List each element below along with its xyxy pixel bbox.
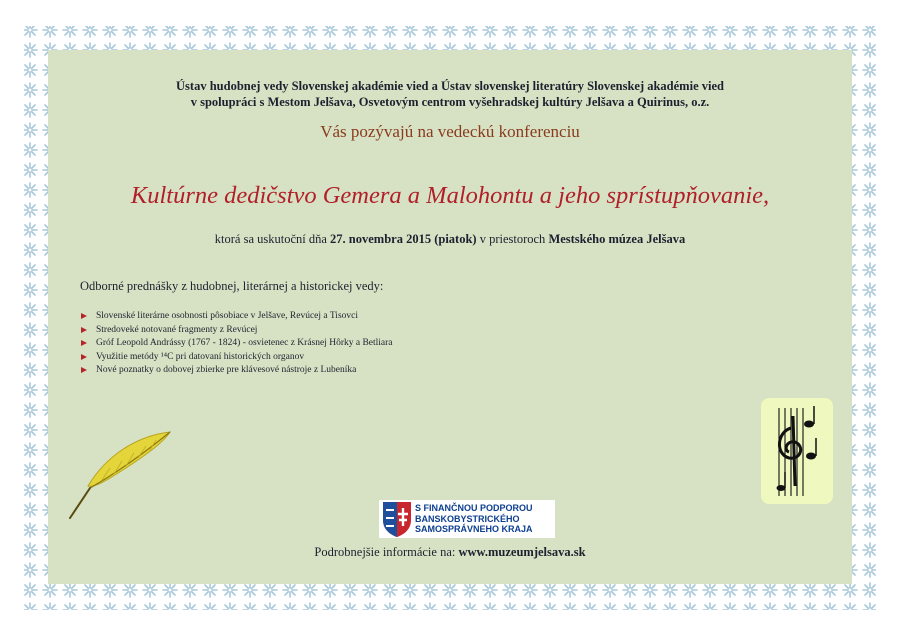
sponsor-line-3: SAMOSPRÁVNEHO KRAJA [415,524,533,534]
lecture-title: Využitie metódy ¹⁴C pri datovaní historických organov [96,351,305,362]
organizers-line-2: v spolupráci s Mestom Jelšava, Osvetovým centrom vyšehradskej kultúry Jelšava a Quirinus, o.z. [190,95,710,109]
music-illustration [761,398,833,504]
sponsor-line-1: S FINANČNOU PODPOROU [415,503,533,513]
organizers-header [0,78,900,110]
lectures-heading: Odborné prednášky z hudobnej, literárnej a historickej vedy: [80,279,384,293]
list-item [80,364,393,378]
more-info-label: Podrobnejšie informácie na: [314,545,456,559]
list-item [80,337,393,351]
organizers-line-1: Ústav hudobnej vedy Slovenskej akadémie vied a Ústav slovenskej literatúry Slovenskej akadémie vied [176,79,724,93]
bullet-arrow-icon [81,313,87,319]
lecture-title: Gróf Leopold Andrássy (1767 - 1824) - osvietenec z Krásnej Hôrky a Betliara [96,338,393,348]
quill-feather-icon [66,428,176,523]
bullet-arrow-icon [81,367,87,373]
lecture-title: Stredoveké notované fragmenty z Revúcej [96,324,258,335]
lectures-list [80,310,393,378]
sponsor-logo [379,500,555,538]
conference-title: Kultúrne dedičstvo Gemera a Malohontu a jeho sprístupňovanie, [130,182,770,209]
museum-website-link[interactable]: www.muzeumjelsava.sk [458,545,586,559]
music-clef-icon [761,398,833,504]
coat-of-arms-icon [381,500,413,538]
more-info-line [0,545,900,560]
date-venue-line [0,232,900,247]
list-item [80,351,393,365]
date-prefix: ktorá sa uskutoční dňa [214,232,327,246]
invitation-text: Vás pozývajú na vedeckú konferenciu [320,122,580,141]
conference-day: (piatok) [434,232,477,246]
sponsor-text [415,503,533,535]
sponsor-line-2: BANSKOBYSTRICKÉHO [415,513,520,524]
bullet-arrow-icon [81,340,87,346]
venue-prefix: v priestoroch [479,232,546,246]
lecture-title: Nové poznatky o dobovej zbierke pre klávesové nástroje z Lubeníka [96,365,357,375]
bullet-arrow-icon [81,354,87,360]
list-item [80,324,393,338]
conference-date: 27. novembra 2015 [330,232,432,246]
bullet-arrow-icon [81,327,87,333]
conference-venue: Mestského múzea Jelšava [548,232,686,246]
lecture-title: Slovenské literárne osobnosti pôsobiace v Jelšave, Revúcej a Tisovci [96,311,358,321]
list-item [80,310,393,324]
